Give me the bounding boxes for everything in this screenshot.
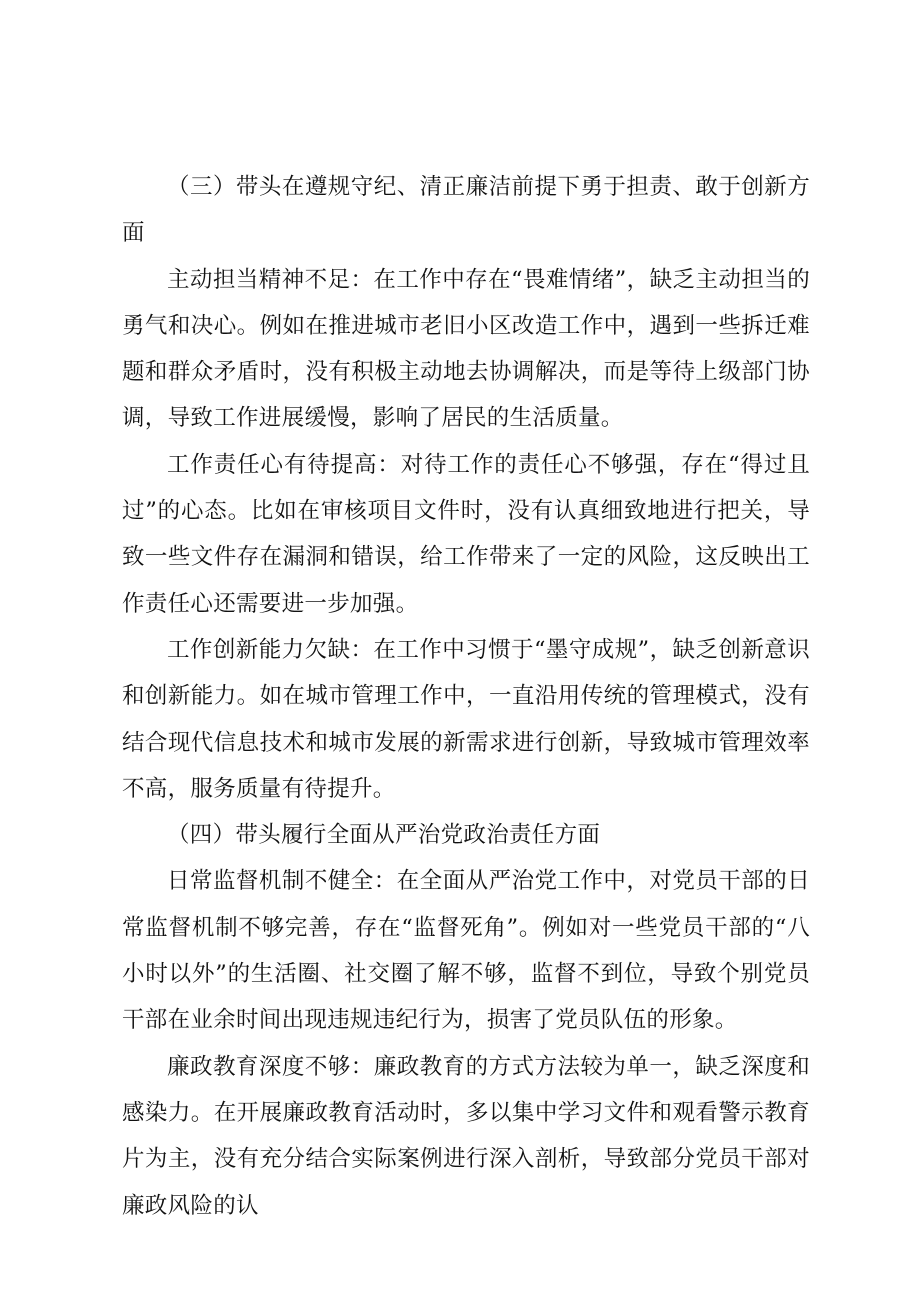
- paragraph-responsibility: 工作责任心有待提高：对待工作的责任心不够强，存在“得过且过”的心态。比如在审核项目文件时，没有认真细致地进行把关，导致一些文件存在漏洞和错误，给工作带来了一定的风险，这反映出工作责任心还需要进一步加强。: [122, 451, 810, 617]
- section-heading-four: （四）带头履行全面从严治党政治责任方面: [167, 822, 601, 849]
- paragraph-integrity-education: 廉政教育深度不够：廉政教育的方式方法较为单一，缺乏深度和感染力。在开展廉政教育活动时，多以集中学习文件和观看警示教育片为主，没有充分结合实际案例进行深入剖析，导致部分党员干部对廉政风险的认: [122, 1053, 810, 1219]
- paragraph-initiative: 主动担当精神不足：在工作中存在“畏难情绪”，缺乏主动担当的勇气和决心。例如在推进城市老旧小区改造工作中，遇到一些拆迁难题和群众矛盾时，没有积极主动地去协调解决，而是等待上级部门协调，导致工作进展缓慢，影响了居民的生活质量。: [122, 266, 810, 432]
- paragraph-innovation: 工作创新能力欠缺：在工作中习惯于“墨守成规”，缺乏创新意识和创新能力。如在城市管理工作中，一直沿用传统的管理模式，没有结合现代信息技术和城市发展的新需求进行创新，导致城市管理效率不高，服务质量有待提升。: [122, 636, 810, 802]
- section-heading-three: （三）带头在遵规守纪、清正廉洁前提下勇于担责、敢于创新方面: [122, 174, 810, 247]
- document-body: [122, 164, 810, 1229]
- paragraph-supervision: 日常监督机制不健全：在全面从严治党工作中，对党员干部的日常监督机制不够完善，存在“监督死角”。例如对一些党员干部的“八小时以外”的生活圈、社交圈了解不够，监督不到位，导致个别党员干部在业余时间出现违规违纪行为，损害了党员队伍的形象。: [122, 868, 810, 1034]
